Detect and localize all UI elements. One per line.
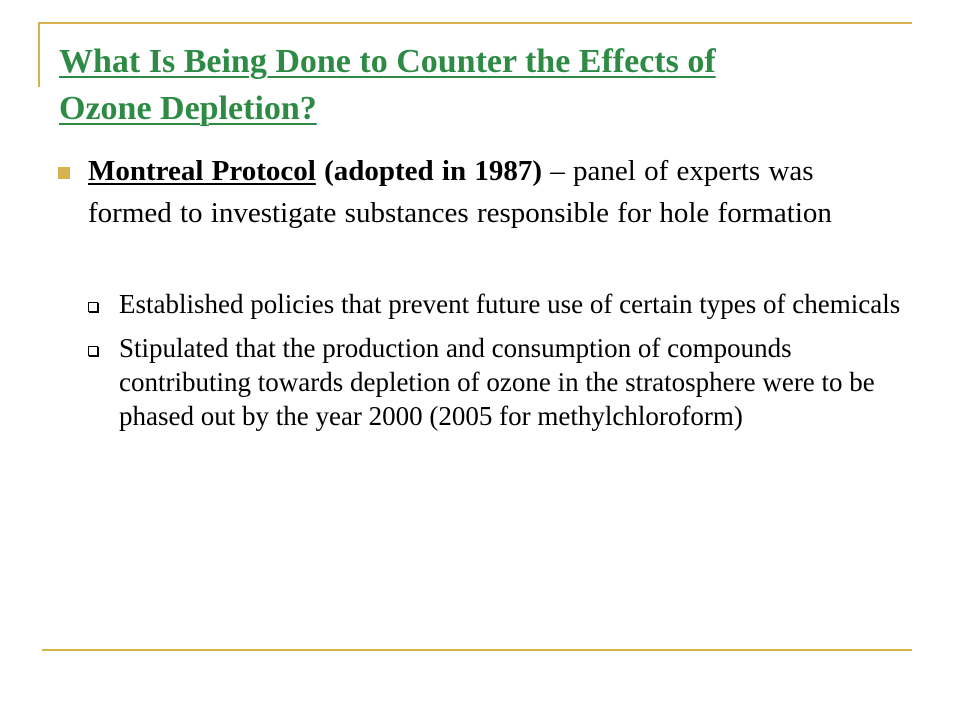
checkbox-bullet-icon — [88, 302, 98, 312]
left-rule — [38, 23, 40, 87]
bottom-rule — [42, 649, 912, 651]
checkbox-bullet-icon — [88, 346, 98, 356]
main-bullet-description: – panel of experts was formed to investigate substances responsible for hole formation — [88, 155, 832, 229]
sub-bullet-item — [88, 287, 908, 321]
montreal-protocol-label: Montreal Protocol — [88, 155, 316, 187]
sub-bullet-item — [88, 331, 908, 433]
slide-title-line-2: Ozone Depletion? — [59, 90, 317, 127]
sub-bullet-text: Stipulated that the production and consumption of compounds contributing towards depletion of ozone in the stratosphere were to be phased out by the year 2000 (2005 for methylchloroform) — [119, 333, 875, 431]
sub-bullet-list — [88, 287, 908, 443]
square-bullet-icon — [58, 167, 70, 179]
main-bullet-text — [88, 150, 898, 234]
adopted-year-label: (adopted in 1987) — [324, 155, 543, 187]
main-bullet-item — [58, 150, 898, 234]
slide-title — [59, 38, 919, 132]
sub-bullet-text: Established policies that prevent future use of certain types of chemicals — [119, 289, 901, 319]
slide-title-line-1: What Is Being Done to Counter the Effects of — [59, 43, 716, 80]
top-rule — [38, 22, 912, 24]
